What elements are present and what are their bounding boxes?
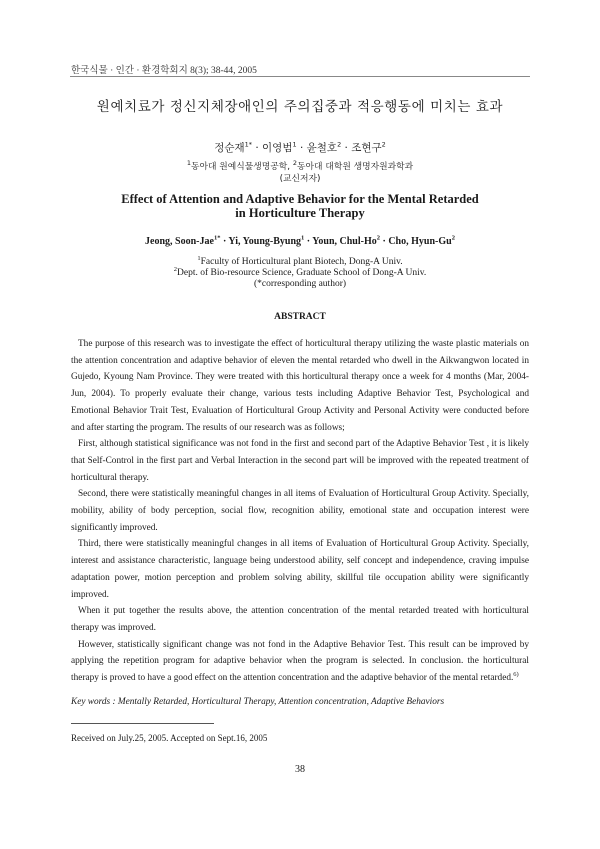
english-title	[0, 192, 600, 220]
affil-ko-2: 동아대 대학원 생명자원과학과	[297, 162, 414, 172]
affil-en-2: Dept. of Bio-resource Science, Graduate School of Dong-A Univ.	[177, 268, 427, 278]
english-affiliation-line-1	[0, 254, 600, 268]
english-authors	[0, 236, 600, 247]
abstract-paragraph-5: When it put together the results above, the attention concentration of the mental retarded treated with horticultural therapy was improved.	[71, 606, 529, 633]
corresponding-author-note: (*corresponding author)	[253, 279, 347, 289]
english-title-line-2: in Horticulture Therapy	[235, 206, 365, 220]
korean-title: 원예치료가 정신지체장애인의 주의집중과 적응행동에 미치는 효과	[96, 99, 504, 115]
footnote-marker: 6)	[513, 670, 519, 678]
author-en-1-sup: 1*	[213, 234, 221, 242]
korean-affiliations	[0, 161, 600, 185]
author-en-4-sup: 2	[451, 234, 455, 242]
author-separator: ·	[296, 142, 307, 154]
abstract-paragraph-4: Third, there were statistically meaningful changes in all items of Evaluation of Horticultural Group Activity. Specially, interest and assistance characteristic, language being understood ability, self concept and independence, craving impulse adaptation power, motion perception and problem solving ability, skillful tile occupation ability were significantly improved.	[71, 539, 529, 600]
author-ko-2-sup: 1	[292, 140, 297, 149]
author-en-2-sup: 1	[301, 234, 305, 242]
author-ko-1-sup: 1*	[244, 140, 253, 149]
author-ko-4: 조현구	[351, 142, 382, 154]
journal-citation: 한국식물 · 인간 · 환경학회지 8(3); 38-44, 2005	[71, 66, 257, 76]
received-date: Received on July.25, 2005. Accepted on Sept.16, 2005	[71, 733, 268, 743]
author-ko-3: 윤철호	[306, 142, 338, 154]
english-affiliation-line-2	[0, 265, 600, 279]
author-ko-1: 정순재	[214, 142, 245, 154]
author-en-1: Jeong, Soon-Jae	[145, 236, 214, 247]
page-number: 38	[295, 764, 305, 775]
english-title-line-1: Effect of Attention and Adaptive Behavior for the Mental Retarded	[121, 192, 479, 206]
korean-authors	[0, 140, 600, 155]
abstract-heading: ABSTRACT	[274, 312, 326, 322]
author-separator: ·	[220, 236, 229, 247]
abstract-paragraph-3: Second, there were statistically meaningful changes in all items of Evaluation of Horticultural Group Activity. Specially, mobility, ability of body perception, social flow, recognition ability, emotional state and occupation interest were significantly improved.	[71, 489, 529, 533]
author-ko-2: 이영범	[262, 142, 293, 154]
author-ko-4-sup: 2	[381, 140, 386, 149]
abstract-paragraph-6	[71, 637, 529, 687]
author-separator: ·	[304, 236, 313, 247]
author-separator: ·	[341, 142, 352, 154]
affil-en-1: Faculty of Horticultural plant Biotech, Dong-A Univ.	[200, 257, 403, 267]
abstract-body	[71, 336, 529, 687]
keywords: Key words : Mentally Retarded, Horticultural Therapy, Attention concentration, Adaptive Behaviors	[71, 697, 445, 707]
affil-ko-1: 동아대 원예식물생명공학,	[191, 162, 291, 172]
author-en-2: Yi, Young-Byung	[228, 236, 302, 247]
english-affiliations	[0, 254, 600, 290]
abstract-paragraph-6-text: However, statistically significant change was not fond in the Adaptive Behavior Test. This result can be improved by applying the repetition program for adaptive behavior when the program is selected. In conclusion. the horticultural therapy is proved to have a good effect on the attention concentration and the adaptive behavior of the mental retarded.	[71, 639, 529, 684]
author-en-4: Cho, Hyun-Gu	[388, 236, 452, 247]
affil-en-sup-2: 2	[173, 265, 178, 273]
affil-ko-sup-1: 1	[186, 159, 192, 168]
abstract-paragraph-1: The purpose of this research was to investigate the effect of horticultural therapy utilizing the waste plastic materials on the attention concentration and adaptive behavior of eleven the mental retarded who dwell in the Aikwangwon located in Gujedo, Kyoung Nam Province. They were treated with this horticultural therapy once a week for 4 months (Mar, 2004- Jun, 2004). To properly evaluate their change, various tests including Adaptive Behavior Test, Psychological and Emotional Behavior Trait Test, Evaluation of Horticultural Group Activity and Personal Activity were conducted before and after starting the program. The results of our research was as follows;	[71, 339, 529, 433]
author-ko-3-sup: 2	[337, 140, 342, 149]
author-en-3-sup: 2	[376, 234, 380, 242]
author-separator: ·	[252, 142, 263, 154]
korean-affiliation-line-1	[0, 161, 600, 173]
korean-affiliation-line-2: (교신저자)	[279, 174, 321, 184]
abstract-paragraph-2: First, although statistical significance was not fond in the first and second part of the Adaptive Behavior Test , it is likely that Self-Control in the first part and Verbal Interaction in the second part will be improved with the repeated treatment of horticultural therapy.	[71, 439, 529, 483]
affil-en-sup-1: 1	[197, 254, 201, 262]
footnote-rule	[71, 723, 214, 724]
author-en-3: Youn, Chul-Ho	[312, 236, 377, 247]
author-separator: ·	[379, 236, 389, 247]
affil-ko-sup-2: 2	[292, 159, 298, 168]
header-rule	[70, 76, 530, 77]
